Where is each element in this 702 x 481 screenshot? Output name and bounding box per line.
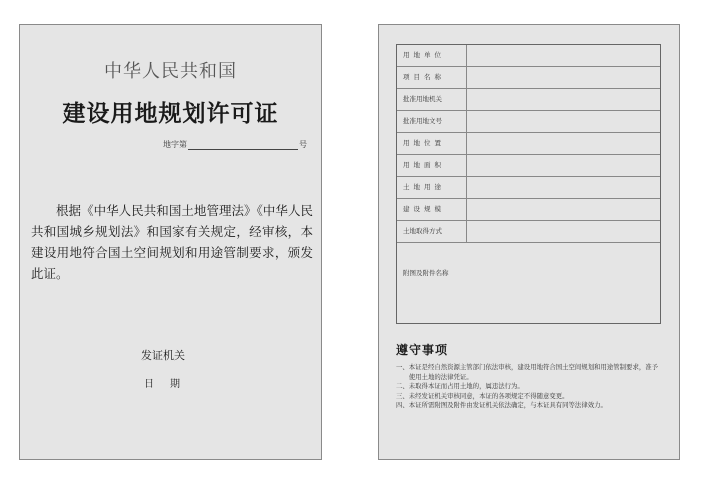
list-item xyxy=(396,401,664,411)
notice-text: 本证是经自然资源主管部门依法审核，建设用地符合国土空间规划和用途管制要求，准予使用土地的法律凭证。 xyxy=(408,363,659,381)
table-row-project-name xyxy=(397,67,660,89)
issue-date-label: 日期 xyxy=(144,379,196,390)
certificate-body-text: 根据《中华人民共和国土地管理法》《中华人民共和国城乡规划法》和国家有关规定，经审核，本建设用地符合国土空间规划和用途管制要求，颁发此证。 xyxy=(31,203,313,281)
notice-title: 遵守事项 xyxy=(396,343,449,357)
list-item xyxy=(396,363,664,382)
attachment-label: 附图及附件名称 xyxy=(403,269,449,277)
notice-index: 二、 xyxy=(396,382,409,390)
row-label: 用地位置 xyxy=(397,133,467,154)
certificate-title: 建设用地规划许可证 xyxy=(62,101,279,127)
certificate-number xyxy=(163,139,307,150)
row-label: 用地单位 xyxy=(397,45,467,66)
table-row-land-area xyxy=(397,155,660,177)
certificate-front-page xyxy=(19,24,322,460)
notice-index: 一、 xyxy=(396,363,409,371)
certificate-detail-page xyxy=(378,24,680,460)
table-row-land-user xyxy=(397,45,660,67)
number-blank-line xyxy=(188,140,298,150)
table-row-land-use xyxy=(397,177,660,199)
row-label: 批准用地机关 xyxy=(397,89,467,110)
notice-list xyxy=(396,363,664,411)
notice-index: 三、 xyxy=(396,391,409,400)
list-item xyxy=(396,382,664,392)
list-item xyxy=(396,392,664,402)
row-label: 土地取得方式 xyxy=(397,221,467,242)
country-name: 中华人民共和国 xyxy=(104,61,237,82)
table-row-land-acquisition-method xyxy=(397,221,660,243)
row-label: 项目名称 xyxy=(397,67,467,88)
table-row-construction-scale xyxy=(397,199,660,221)
row-label: 批准用地文号 xyxy=(397,111,467,132)
issuing-authority-label: 发证机关 xyxy=(141,349,185,362)
notice-index: 四、 xyxy=(396,401,409,409)
notice-text: 本证所需附图及附件由发证机关依法确定，与本证具有同等法律效力。 xyxy=(408,401,607,409)
table-row-approval-doc-number xyxy=(397,111,660,133)
notice-text: 未取得本证而占用土地的，属违法行为。 xyxy=(408,382,524,390)
row-label: 建设规模 xyxy=(397,199,467,220)
notice-text: 未经发证机关审核同意，本证的各项规定不得随意变更。 xyxy=(408,391,569,400)
number-suffix: 号 xyxy=(299,140,307,149)
row-label: 用地面积 xyxy=(397,155,467,176)
land-info-table xyxy=(396,44,661,324)
row-label: 土地用途 xyxy=(397,177,467,198)
table-row-approval-authority xyxy=(397,89,660,111)
number-prefix: 地字第 xyxy=(163,140,187,149)
table-row-land-location xyxy=(397,133,660,155)
